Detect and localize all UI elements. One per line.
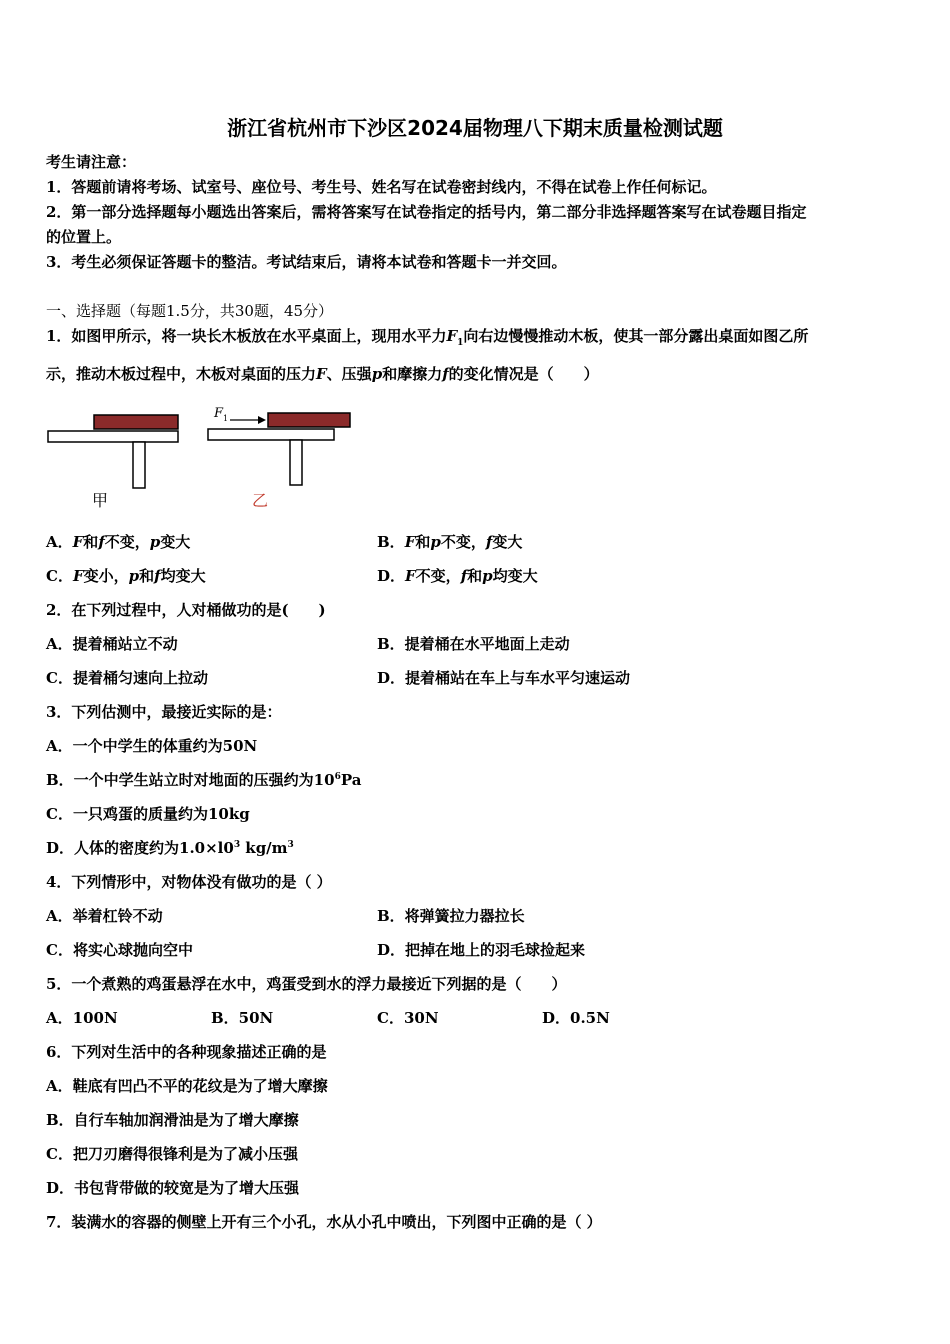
q6-option-b[interactable]: B．自行车轴加润滑油是为了增大摩擦: [46, 1111, 299, 1129]
q1-figure: [40, 400, 370, 515]
option-letter: C．: [46, 567, 73, 585]
force-label-subscript: 1: [223, 414, 229, 423]
q1-option-a[interactable]: [46, 532, 190, 552]
q6-option-a[interactable]: A．鞋底有凹凸不平的花纹是为了增大摩擦: [46, 1077, 328, 1095]
q6-option-c[interactable]: C．把刀刃磨得很锋利是为了减小压强: [46, 1145, 298, 1163]
q1-text: 向右边慢慢推动木板，使其一部分露出桌面如图乙所: [463, 327, 809, 345]
option-text: Pa: [340, 771, 362, 789]
figure-label-jia: 甲: [92, 491, 109, 510]
question-5-stem: 5．一个煮熟的鸡蛋悬浮在水中，鸡蛋受到水的浮力最接近下列据的是（ ）: [46, 975, 567, 993]
notice-item: 3．考生必须保证答题卡的整洁。考试结束后，请将本试卷和答题卡一并交回。: [46, 253, 567, 271]
q3-option-d[interactable]: [46, 838, 294, 858]
q1-option-d[interactable]: [377, 566, 538, 586]
q1-text: 、压强: [326, 365, 372, 383]
option-letter: D．: [377, 567, 406, 585]
option-var: f: [460, 567, 468, 585]
table-top-yi: [208, 429, 334, 440]
option-text: 和: [83, 533, 99, 551]
q2-option-b[interactable]: B．提着桶在水平地面上走动: [377, 635, 570, 653]
option-text: 均变大: [160, 567, 206, 585]
table-leg-yi: [290, 440, 302, 485]
option-var: p: [482, 567, 493, 585]
force-label: F: [214, 406, 224, 421]
option-var: f: [154, 567, 161, 585]
option-text: 不变，: [104, 533, 150, 551]
option-var: f: [98, 533, 105, 551]
question-1-stem-line2: [46, 364, 599, 384]
page-title: 浙江省杭州市下沙区2024届物理八下期末质量检测试题: [227, 116, 723, 140]
option-text: 变大: [160, 533, 191, 551]
q1-text: 的变化情况是（ ）: [448, 365, 599, 383]
figure-label-yi: 乙: [252, 491, 269, 510]
option-var: f: [485, 533, 493, 551]
q3-option-c[interactable]: C．一只鸡蛋的质量约为10kg: [46, 805, 250, 823]
option-text: 均变大: [492, 567, 538, 585]
q1-option-b[interactable]: [377, 532, 522, 552]
q1-force-subscript: 1: [457, 338, 464, 348]
option-exponent: 6: [334, 772, 341, 782]
option-var: F: [72, 567, 84, 585]
board-jia: [94, 415, 178, 429]
option-text: 变大: [492, 533, 523, 551]
notice-item: 1．答题前请将考场、试室号、座位号、考生号、姓名写在试卷密封线内，不得在试卷上作任何标记。: [46, 178, 717, 196]
q4-option-a[interactable]: A．举着杠铃不动: [46, 907, 163, 925]
option-text: 不变，: [440, 533, 486, 551]
force-arrow-head: [258, 416, 266, 424]
question-6-stem: 6．下列对生活中的各种现象描述正确的是: [46, 1043, 327, 1061]
q4-option-b[interactable]: B．将弹簧拉力器拉长: [377, 907, 525, 925]
q5-option-a[interactable]: A．100N: [46, 1009, 118, 1027]
section-heading: 一、选择题（每题1.5分，共30题，45分）: [46, 302, 334, 320]
q1-text: 示，推动木板过程中，木板对桌面的压力: [46, 365, 317, 383]
board-yi: [268, 413, 350, 427]
notice-item: 2．第一部分选择题每小题选出答案后，需将答案写在试卷指定的括号内，第二部分非选择题答案写在试卷题目指定: [46, 203, 807, 221]
option-text: 和: [467, 567, 483, 585]
question-4-stem: 4．下列情形中，对物体没有做功的是（ ）: [46, 873, 332, 891]
option-var: F: [404, 533, 416, 551]
question-7-stem: 7．装满水的容器的侧壁上开有三个小孔，水从小孔中喷出，下列图中正确的是（ ）: [46, 1213, 602, 1231]
option-letter: B．: [377, 533, 405, 551]
q2-option-a[interactable]: A．提着桶站立不动: [46, 635, 178, 653]
q4-option-d[interactable]: D．把掉在地上的羽毛球捡起来: [377, 941, 586, 959]
question-1-stem: [46, 326, 808, 353]
q2-option-d[interactable]: D．提着桶站在车上与车水平匀速运动: [377, 669, 631, 687]
q5-option-d[interactable]: D．0.5N: [542, 1009, 610, 1027]
option-text: 和: [139, 567, 155, 585]
q3-option-b[interactable]: [46, 770, 361, 790]
q1-var-p: p: [371, 365, 383, 383]
notice-item: 的位置上。: [46, 228, 122, 246]
option-text: 不变，: [415, 567, 461, 585]
q1-option-c[interactable]: [46, 566, 206, 586]
option-var: p: [430, 533, 441, 551]
q5-option-c[interactable]: C．30N: [377, 1009, 439, 1027]
option-var: F: [72, 533, 84, 551]
q5-option-b[interactable]: B．50N: [211, 1009, 274, 1027]
question-3-stem: 3．下列估测中，最接近实际的是：: [46, 703, 282, 721]
option-var: p: [149, 533, 161, 551]
option-exponent: 3: [233, 840, 241, 850]
notice-heading: 考生请注意：: [46, 153, 137, 171]
q2-option-c[interactable]: C．提着桶匀速向上拉动: [46, 669, 208, 687]
option-var: F: [405, 567, 416, 585]
option-text: B．一个中学生站立时对地面的压强约为10: [46, 771, 335, 789]
q4-option-c[interactable]: C．将实心球抛向空中: [46, 941, 193, 959]
q1-text: 1．如图甲所示，将一块长木板放在水平桌面上，现用水平力: [46, 327, 447, 345]
option-text: D．人体的密度约为1.0×l0: [46, 839, 234, 857]
q1-force-symbol: F: [446, 327, 458, 345]
table-top-jia: [48, 431, 178, 442]
q6-option-d[interactable]: D．书包背带做的较宽是为了增大压强: [46, 1179, 300, 1197]
option-letter: A．: [46, 533, 73, 551]
option-var: p: [128, 567, 140, 585]
option-exponent: 3: [287, 840, 294, 850]
table-leg-jia: [133, 442, 145, 488]
q1-text: 和摩擦力: [382, 365, 443, 383]
q1-var-f: f: [442, 365, 449, 383]
option-text: 变小，: [83, 567, 129, 585]
option-text: kg/m: [240, 839, 288, 857]
option-text: 和: [415, 533, 431, 551]
q1-var-F: F: [316, 365, 327, 383]
q3-option-a[interactable]: A．一个中学生的体重约为50N: [46, 737, 258, 755]
question-2-stem: 2．在下列过程中，人对桶做功的是( ): [46, 601, 326, 619]
